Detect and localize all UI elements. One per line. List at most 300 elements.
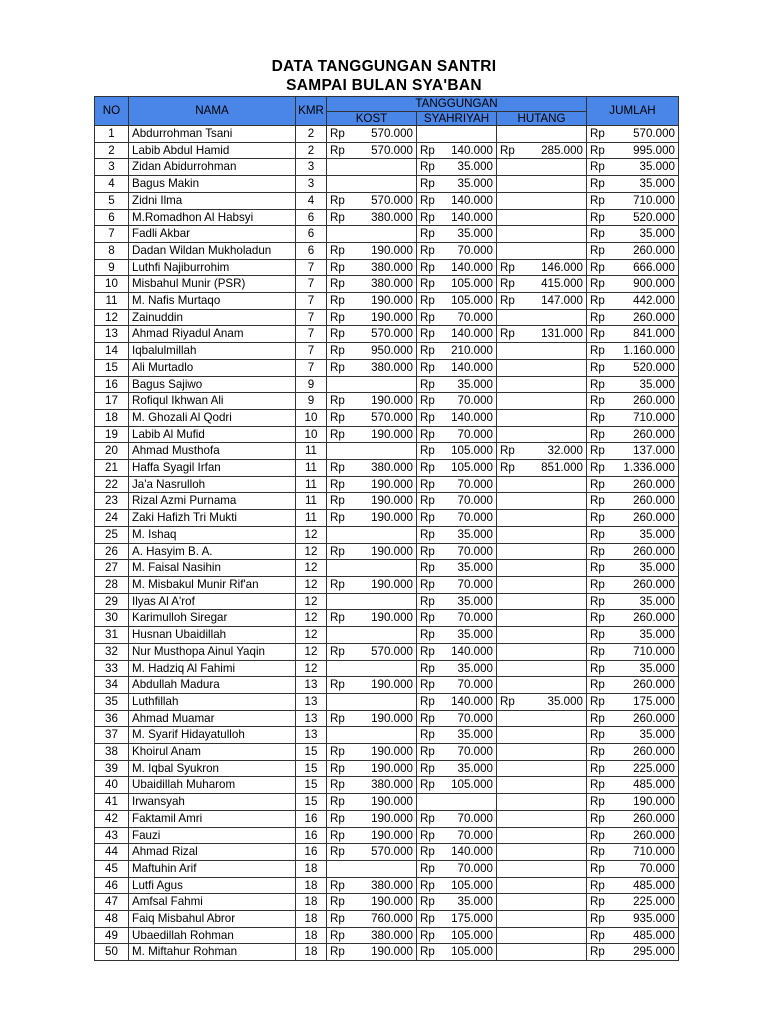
amount-value: 190.000: [371, 761, 413, 775]
currency-label: Rp: [420, 394, 435, 408]
currency-label: Rp: [330, 644, 345, 658]
cell-syahriyah: [417, 326, 497, 343]
amount-value: 140.000: [451, 193, 493, 207]
cell-kost: [327, 810, 417, 827]
cell-hutang: [497, 844, 587, 861]
cell-no: 48: [95, 911, 129, 928]
cell-hutang: [497, 426, 587, 443]
currency-label: Rp: [330, 795, 345, 809]
cell-no: 37: [95, 727, 129, 744]
cell-no: 16: [95, 376, 129, 393]
amount-value: 70.000: [457, 494, 493, 508]
currency-label: Rp: [590, 945, 605, 959]
cell-syahriyah: [417, 359, 497, 376]
cell-no: 1: [95, 126, 129, 143]
cell-kost: [327, 309, 417, 326]
currency-label: Rp: [590, 177, 605, 191]
cell-no: 23: [95, 493, 129, 510]
cell-no: 50: [95, 944, 129, 961]
cell-hutang: [497, 409, 587, 426]
header-nama: NAMA: [129, 97, 296, 126]
cell-kmr: 15: [296, 777, 327, 794]
cell-hutang: [497, 142, 587, 159]
amount-value: 760.000: [371, 912, 413, 926]
cell-kost: [327, 393, 417, 410]
cell-no: 25: [95, 526, 129, 543]
cell-nama: Dadan Wildan Mukholadun: [129, 242, 296, 259]
cell-kost: [327, 727, 417, 744]
cell-jumlah: [587, 643, 679, 660]
header-kost: KOST: [327, 112, 417, 126]
currency-label: Rp: [420, 728, 435, 742]
currency-label: Rp: [330, 928, 345, 942]
cell-nama: Haffa Syagil Irfan: [129, 460, 296, 477]
amount-value: 35.000: [639, 661, 675, 675]
amount-value: 140.000: [451, 327, 493, 341]
currency-label: Rp: [590, 210, 605, 224]
cell-no: 29: [95, 593, 129, 610]
cell-nama: Rofiqul Ikhwan Ali: [129, 393, 296, 410]
currency-label: Rp: [590, 778, 605, 792]
amount-value: 70.000: [457, 427, 493, 441]
cell-no: 2: [95, 142, 129, 159]
cell-kost: [327, 944, 417, 961]
cell-kmr: 16: [296, 810, 327, 827]
cell-hutang: [497, 460, 587, 477]
cell-kost: [327, 911, 417, 928]
currency-label: Rp: [590, 878, 605, 892]
cell-kmr: 6: [296, 242, 327, 259]
cell-syahriyah: [417, 393, 497, 410]
cell-kmr: 18: [296, 927, 327, 944]
cell-jumlah: [587, 276, 679, 293]
cell-jumlah: [587, 259, 679, 276]
cell-syahriyah: [417, 192, 497, 209]
cell-kmr: 12: [296, 560, 327, 577]
cell-kmr: 4: [296, 192, 327, 209]
cell-no: 42: [95, 810, 129, 827]
table-row: [95, 476, 679, 493]
cell-jumlah: [587, 660, 679, 677]
cell-kost: [327, 359, 417, 376]
currency-label: Rp: [420, 644, 435, 658]
amount-value: 35.000: [639, 160, 675, 174]
amount-value: 131.000: [541, 327, 583, 341]
amount-value: 190.000: [371, 745, 413, 759]
cell-nama: Fauzi: [129, 827, 296, 844]
cell-kost: [327, 526, 417, 543]
cell-kost: [327, 142, 417, 159]
cell-hutang: [497, 894, 587, 911]
header-syahriyah: SYAHRIYAH: [417, 112, 497, 126]
currency-label: Rp: [420, 678, 435, 692]
currency-label: Rp: [590, 728, 605, 742]
amount-value: 190.000: [371, 895, 413, 909]
amount-value: 70.000: [457, 310, 493, 324]
cell-nama: Faktamil Amri: [129, 810, 296, 827]
amount-value: 260.000: [633, 511, 675, 525]
currency-label: Rp: [420, 895, 435, 909]
cell-syahriyah: [417, 209, 497, 226]
table-row: [95, 426, 679, 443]
cell-syahriyah: [417, 710, 497, 727]
amount-value: 35.000: [639, 594, 675, 608]
cell-kost: [327, 927, 417, 944]
amount-value: 570.000: [371, 193, 413, 207]
cell-kmr: 15: [296, 760, 327, 777]
cell-no: 14: [95, 343, 129, 360]
cell-hutang: [497, 727, 587, 744]
cell-jumlah: [587, 126, 679, 143]
currency-label: Rp: [590, 678, 605, 692]
currency-label: Rp: [590, 327, 605, 341]
amount-value: 105.000: [451, 461, 493, 475]
cell-kmr: 7: [296, 326, 327, 343]
cell-syahriyah: [417, 827, 497, 844]
cell-syahriyah: [417, 794, 497, 811]
amount-value: 35.000: [457, 527, 493, 541]
cell-nama: M. Ishaq: [129, 526, 296, 543]
currency-label: Rp: [590, 644, 605, 658]
cell-no: 44: [95, 844, 129, 861]
currency-label: Rp: [590, 277, 605, 291]
currency-label: Rp: [420, 377, 435, 391]
amount-value: 950.000: [371, 344, 413, 358]
currency-label: Rp: [330, 210, 345, 224]
amount-value: 70.000: [457, 861, 493, 875]
cell-hutang: [497, 576, 587, 593]
cell-syahriyah: [417, 844, 497, 861]
table-row: [95, 242, 679, 259]
currency-label: Rp: [590, 444, 605, 458]
amount-value: 900.000: [633, 277, 675, 291]
table-row: [95, 744, 679, 761]
currency-label: Rp: [500, 260, 515, 274]
cell-no: 12: [95, 309, 129, 326]
cell-no: 20: [95, 443, 129, 460]
amount-value: 190.000: [371, 394, 413, 408]
currency-label: Rp: [590, 895, 605, 909]
cell-jumlah: [587, 760, 679, 777]
cell-no: 32: [95, 643, 129, 660]
cell-jumlah: [587, 393, 679, 410]
cell-kost: [327, 794, 417, 811]
table-row: [95, 677, 679, 694]
cell-jumlah: [587, 460, 679, 477]
cell-hutang: [497, 510, 587, 527]
table-row: [95, 710, 679, 727]
cell-hutang: [497, 560, 587, 577]
currency-label: Rp: [420, 410, 435, 424]
cell-no: 4: [95, 176, 129, 193]
cell-jumlah: [587, 326, 679, 343]
cell-jumlah: [587, 710, 679, 727]
table-row: [95, 777, 679, 794]
cell-kmr: 12: [296, 610, 327, 627]
currency-label: Rp: [330, 811, 345, 825]
currency-label: Rp: [330, 778, 345, 792]
cell-no: 46: [95, 877, 129, 894]
cell-kost: [327, 460, 417, 477]
amount-value: 35.000: [457, 594, 493, 608]
amount-value: 260.000: [633, 828, 675, 842]
cell-syahriyah: [417, 309, 497, 326]
currency-label: Rp: [330, 477, 345, 491]
cell-jumlah: [587, 677, 679, 694]
cell-jumlah: [587, 810, 679, 827]
amount-value: 710.000: [633, 845, 675, 859]
currency-label: Rp: [330, 260, 345, 274]
amount-value: 190.000: [371, 511, 413, 525]
currency-label: Rp: [330, 193, 345, 207]
cell-kmr: 2: [296, 142, 327, 159]
cell-no: 36: [95, 710, 129, 727]
currency-label: Rp: [420, 611, 435, 625]
amount-value: 35.000: [457, 561, 493, 575]
cell-syahriyah: [417, 226, 497, 243]
cell-syahriyah: [417, 944, 497, 961]
cell-nama: Maftuhin Arif: [129, 860, 296, 877]
cell-no: 9: [95, 259, 129, 276]
currency-label: Rp: [500, 694, 515, 708]
amount-value: 442.000: [633, 294, 675, 308]
cell-no: 15: [95, 359, 129, 376]
cell-syahriyah: [417, 643, 497, 660]
currency-label: Rp: [330, 344, 345, 358]
amount-value: 380.000: [371, 461, 413, 475]
table-row: [95, 126, 679, 143]
cell-kmr: 2: [296, 126, 327, 143]
cell-kmr: 7: [296, 343, 327, 360]
cell-no: 11: [95, 293, 129, 310]
amount-value: 140.000: [451, 143, 493, 157]
cell-hutang: [497, 376, 587, 393]
cell-hutang: [497, 777, 587, 794]
amount-value: 35.000: [457, 761, 493, 775]
cell-kmr: 13: [296, 710, 327, 727]
amount-value: 140.000: [451, 360, 493, 374]
cell-nama: Rizal Azmi Purnama: [129, 493, 296, 510]
cell-jumlah: [587, 877, 679, 894]
amount-value: 285.000: [541, 143, 583, 157]
cell-hutang: [497, 860, 587, 877]
currency-label: Rp: [330, 761, 345, 775]
cell-jumlah: [587, 192, 679, 209]
amount-value: 105.000: [451, 928, 493, 942]
amount-value: 190.000: [371, 310, 413, 324]
cell-no: 8: [95, 242, 129, 259]
table-row: [95, 510, 679, 527]
cell-jumlah: [587, 693, 679, 710]
cell-nama: Ahmad Musthofa: [129, 443, 296, 460]
cell-hutang: [497, 326, 587, 343]
cell-syahriyah: [417, 409, 497, 426]
cell-hutang: [497, 309, 587, 326]
table-row: [95, 610, 679, 627]
currency-label: Rp: [590, 294, 605, 308]
header-tanggungan: TANGGUNGAN: [327, 97, 587, 112]
table-row: [95, 326, 679, 343]
cell-hutang: [497, 259, 587, 276]
cell-syahriyah: [417, 560, 497, 577]
amount-value: 190.000: [371, 828, 413, 842]
cell-kmr: 7: [296, 359, 327, 376]
cell-syahriyah: [417, 376, 497, 393]
cell-no: 24: [95, 510, 129, 527]
currency-label: Rp: [420, 177, 435, 191]
currency-label: Rp: [420, 310, 435, 324]
amount-value: 225.000: [633, 761, 675, 775]
cell-kost: [327, 376, 417, 393]
currency-label: Rp: [590, 912, 605, 926]
header-no: NO: [95, 97, 129, 126]
currency-label: Rp: [420, 561, 435, 575]
cell-syahriyah: [417, 660, 497, 677]
amount-value: 190.000: [371, 811, 413, 825]
currency-label: Rp: [590, 127, 605, 140]
currency-label: Rp: [330, 895, 345, 909]
cell-kost: [327, 276, 417, 293]
currency-label: Rp: [330, 611, 345, 625]
cell-jumlah: [587, 560, 679, 577]
cell-nama: Luthfillah: [129, 693, 296, 710]
cell-no: 34: [95, 677, 129, 694]
cell-hutang: [497, 126, 587, 143]
amount-value: 140.000: [451, 644, 493, 658]
amount-value: 175.000: [633, 694, 675, 708]
cell-jumlah: [587, 142, 679, 159]
table-body: [95, 126, 679, 961]
cell-jumlah: [587, 242, 679, 259]
cell-hutang: [497, 760, 587, 777]
amount-value: 190.000: [371, 243, 413, 257]
amount-value: 70.000: [457, 811, 493, 825]
cell-no: 30: [95, 610, 129, 627]
amount-value: 190.000: [633, 795, 675, 809]
currency-label: Rp: [330, 711, 345, 725]
cell-kost: [327, 693, 417, 710]
table-row: [95, 660, 679, 677]
currency-label: Rp: [420, 243, 435, 257]
cell-nama: Lutfi Agus: [129, 877, 296, 894]
amount-value: 70.000: [457, 711, 493, 725]
table-row: [95, 543, 679, 560]
amount-value: 260.000: [633, 394, 675, 408]
cell-syahriyah: [417, 777, 497, 794]
cell-nama: Iqbalulmillah: [129, 343, 296, 360]
cell-jumlah: [587, 627, 679, 644]
currency-label: Rp: [330, 511, 345, 525]
amount-value: 190.000: [371, 611, 413, 625]
cell-jumlah: [587, 159, 679, 176]
currency-label: Rp: [420, 360, 435, 374]
cell-kmr: 10: [296, 426, 327, 443]
cell-kost: [327, 844, 417, 861]
cell-hutang: [497, 176, 587, 193]
currency-label: Rp: [590, 410, 605, 424]
cell-hutang: [497, 493, 587, 510]
table-row: [95, 359, 679, 376]
cell-kost: [327, 877, 417, 894]
cell-hutang: [497, 343, 587, 360]
amount-value: 70.000: [457, 678, 493, 692]
cell-kmr: 13: [296, 693, 327, 710]
table-row: [95, 576, 679, 593]
currency-label: Rp: [590, 811, 605, 825]
currency-label: Rp: [420, 444, 435, 458]
cell-syahriyah: [417, 242, 497, 259]
currency-label: Rp: [420, 828, 435, 842]
cell-hutang: [497, 209, 587, 226]
cell-nama: Husnan Ubaidillah: [129, 627, 296, 644]
cell-kost: [327, 593, 417, 610]
currency-label: Rp: [420, 761, 435, 775]
amount-value: 35.000: [639, 227, 675, 241]
cell-hutang: [497, 476, 587, 493]
cell-kost: [327, 493, 417, 510]
cell-nama: Fadli Akbar: [129, 226, 296, 243]
cell-nama: Bagus Sajiwo: [129, 376, 296, 393]
cell-jumlah: [587, 426, 679, 443]
amount-value: 710.000: [633, 644, 675, 658]
currency-label: Rp: [330, 143, 345, 157]
cell-nama: Zidni Ilma: [129, 192, 296, 209]
cell-hutang: [497, 242, 587, 259]
amount-value: 70.000: [457, 511, 493, 525]
cell-kost: [327, 510, 417, 527]
cell-kmr: 12: [296, 660, 327, 677]
amount-value: 35.000: [639, 377, 675, 391]
amount-value: 841.000: [633, 327, 675, 341]
cell-nama: Ahmad Rizal: [129, 844, 296, 861]
cell-hutang: [497, 359, 587, 376]
currency-label: Rp: [420, 427, 435, 441]
amount-value: 105.000: [451, 277, 493, 291]
currency-label: Rp: [330, 360, 345, 374]
cell-no: 39: [95, 760, 129, 777]
currency-label: Rp: [420, 494, 435, 508]
cell-hutang: [497, 627, 587, 644]
amount-value: 35.000: [547, 694, 583, 708]
cell-nama: Abdullah Madura: [129, 677, 296, 694]
cell-syahriyah: [417, 460, 497, 477]
amount-value: 995.000: [633, 143, 675, 157]
cell-syahriyah: [417, 259, 497, 276]
cell-kost: [327, 744, 417, 761]
cell-kmr: 10: [296, 409, 327, 426]
table-row: [95, 693, 679, 710]
cell-syahriyah: [417, 293, 497, 310]
cell-kmr: 9: [296, 393, 327, 410]
table-row: [95, 827, 679, 844]
amount-value: 175.000: [451, 912, 493, 926]
table-row: [95, 794, 679, 811]
amount-value: 710.000: [633, 410, 675, 424]
currency-label: Rp: [330, 494, 345, 508]
amount-value: 140.000: [451, 210, 493, 224]
currency-label: Rp: [590, 544, 605, 558]
currency-label: Rp: [500, 327, 515, 341]
currency-label: Rp: [330, 828, 345, 842]
table-row: [95, 460, 679, 477]
cell-kost: [327, 159, 417, 176]
cell-kmr: 12: [296, 526, 327, 543]
cell-hutang: [497, 827, 587, 844]
cell-kmr: 7: [296, 293, 327, 310]
cell-nama: Ali Murtadlo: [129, 359, 296, 376]
currency-label: Rp: [420, 160, 435, 174]
amount-value: 35.000: [457, 160, 493, 174]
